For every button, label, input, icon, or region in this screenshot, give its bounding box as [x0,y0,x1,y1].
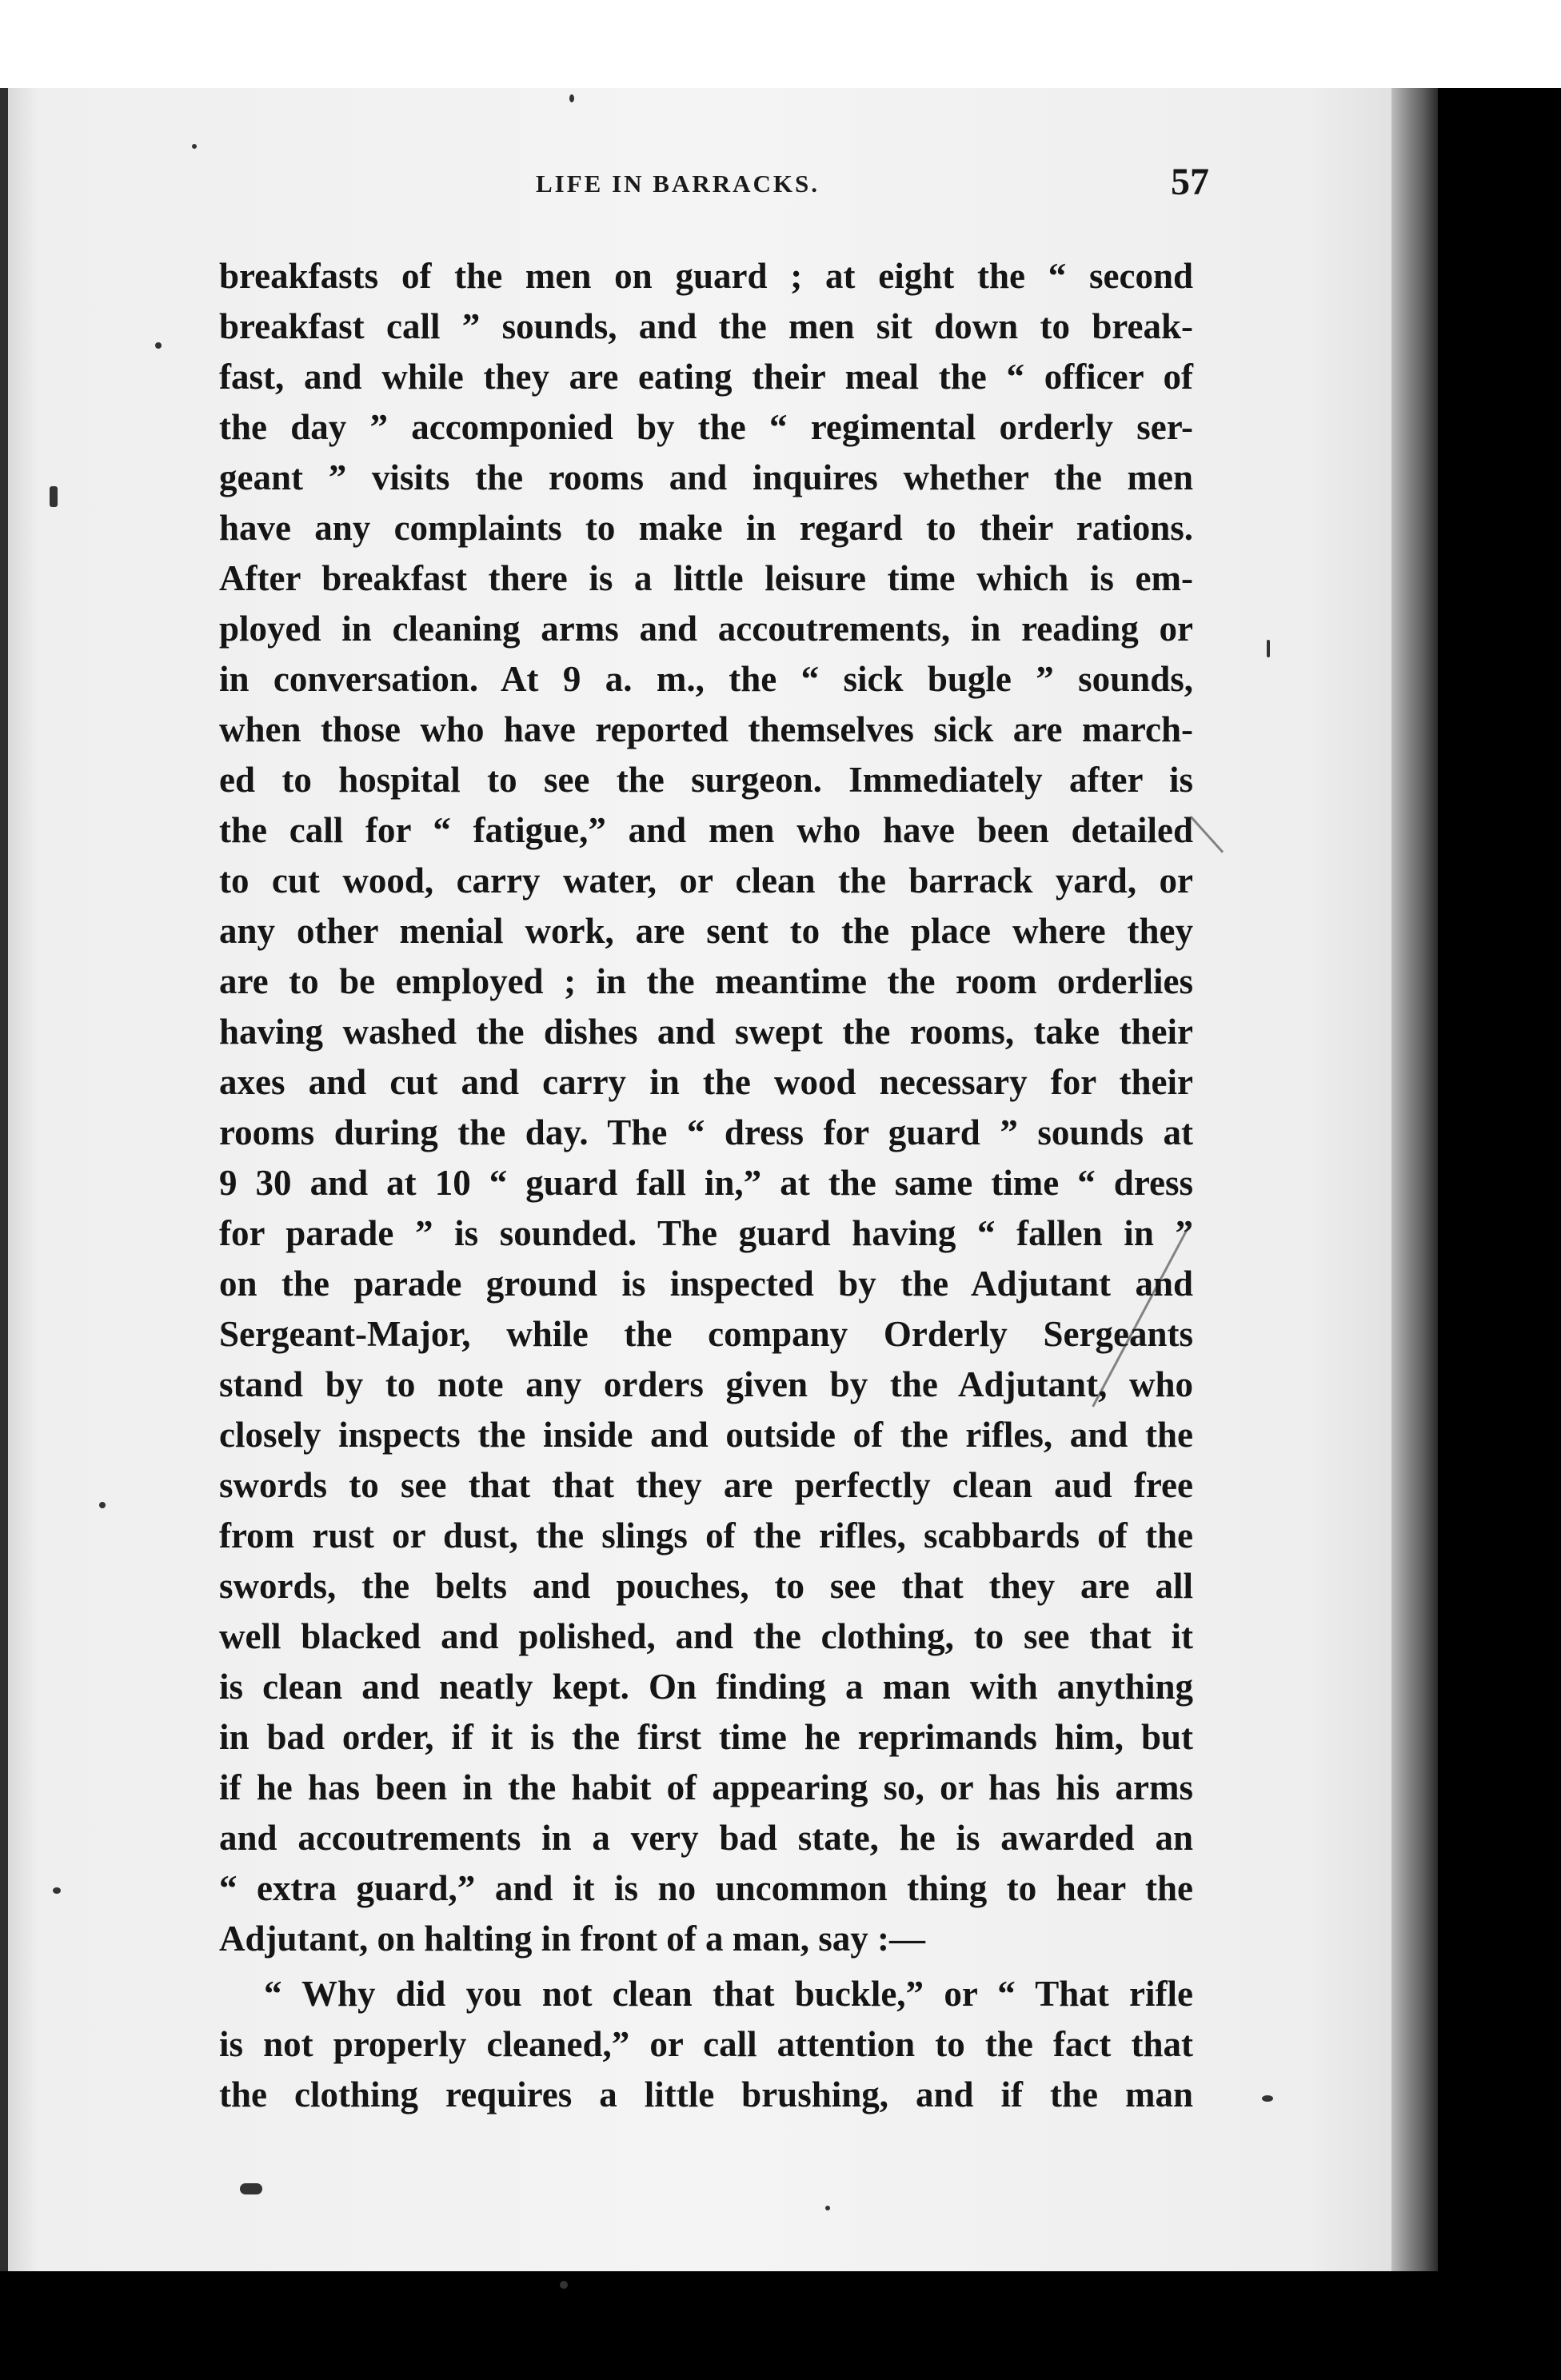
running-head: LIFE IN BARRACKS. [536,170,820,198]
text-line: if he has been in the habit of appearing so, or has his arms [219,1767,1193,1807]
page-left-edge [0,88,8,2271]
text-line: breakfast call ” sounds, and the men sit down to break- [219,306,1193,346]
text-line: swords to see that that they are perfectly clean aud free [219,1465,1193,1505]
text-line: ployed in cleaning arms and accoutrements, in reading or [219,609,1193,649]
page-number: 57 [1171,161,1209,203]
text-line: Adjutant, on halting in front of a man, say :— [219,1919,926,1959]
text-line: “ extra guard,” and it is no uncommon thing to hear the [219,1868,1193,1908]
text-line: the call for “ fatigue,” and men who have been detailed [219,810,1193,850]
text-line: for parade ” is sounded. The guard having “ fallen in ” [219,1213,1193,1253]
text-line: Sergeant-Major, while the company Orderly Sergeants [219,1314,1193,1354]
scan-speck [569,94,574,102]
text-line: in conversation. At 9 a. m., the “ sick bugle ” sounds, [219,659,1193,699]
text-line: have any complaints to make in regard to their rations. [219,508,1193,548]
text-line: on the parade ground is inspected by the Adjutant and [219,1264,1193,1304]
text-line: closely inspects the inside and outside of the rifles, and the [219,1415,1193,1455]
text-line: fast, and while they are eating their meal the “ officer of [219,357,1193,397]
text-line: ed to hospital to see the surgeon. Immediately after is [219,760,1193,800]
scan-speck [1262,2095,1273,2102]
scan-speck [99,1502,106,1508]
text-line: “ Why did you not clean that buckle,” or “ That rifle [264,1974,1193,2014]
text-line: stand by to note any orders given by the Adjutant, who [219,1364,1193,1404]
scan-speck [240,2183,262,2194]
text-line: is not properly cleaned,” or call attention to the fact that [219,2024,1193,2064]
text-line: any other menial work, are sent to the place where they [219,911,1193,951]
page-right-edge [1391,88,1438,2271]
text-line: 9 30 and at 10 “ guard fall in,” at the same time “ dress [219,1163,1193,1203]
text-line: are to be employed ; in the meantime the room orderlies [219,961,1193,1001]
scan-speck [825,2206,830,2210]
scan-speck [50,486,58,507]
text-line: After breakfast there is a little leisure time which is em- [219,558,1193,598]
scan-speck [155,342,162,349]
text-line: the day ” accomponied by the “ regimental orderly ser- [219,407,1193,447]
text-line: the clothing requires a little brushing, and if the man [219,2075,1193,2114]
text-line: geant ” visits the rooms and inquires whether the men [219,457,1193,497]
body-text [219,251,1193,2120]
scan-speck [1267,640,1270,657]
text-line: having washed the dishes and swept the rooms, take their [219,1012,1193,1052]
top-margin [0,0,1561,88]
text-line: rooms during the day. The “ dress for guard ” sounds at [219,1112,1193,1152]
text-line: when those who have reported themselves sick are march- [219,709,1193,749]
text-line: swords, the belts and pouches, to see that they are all [219,1566,1193,1606]
scan-speck [192,144,197,149]
text-line: axes and cut and carry in the wood necessary for their [219,1062,1193,1102]
text-line: to cut wood, carry water, or clean the barrack yard, or [219,861,1193,900]
text-line: from rust or dust, the slings of the rifles, scabbards of the [219,1515,1193,1555]
text-line: well blacked and polished, and the clothing, to see that it [219,1616,1193,1656]
text-line: is clean and neatly kept. On finding a man with anything [219,1667,1193,1707]
text-line: and accoutrements in a very bad state, he is awarded an [219,1818,1193,1858]
text-line: breakfasts of the men on guard ; at eight the “ second [219,256,1193,296]
text-line: in bad order, if it is the first time he reprimands him, but [219,1717,1193,1757]
scan-speck [560,2281,568,2289]
scan-speck [53,1887,61,1894]
